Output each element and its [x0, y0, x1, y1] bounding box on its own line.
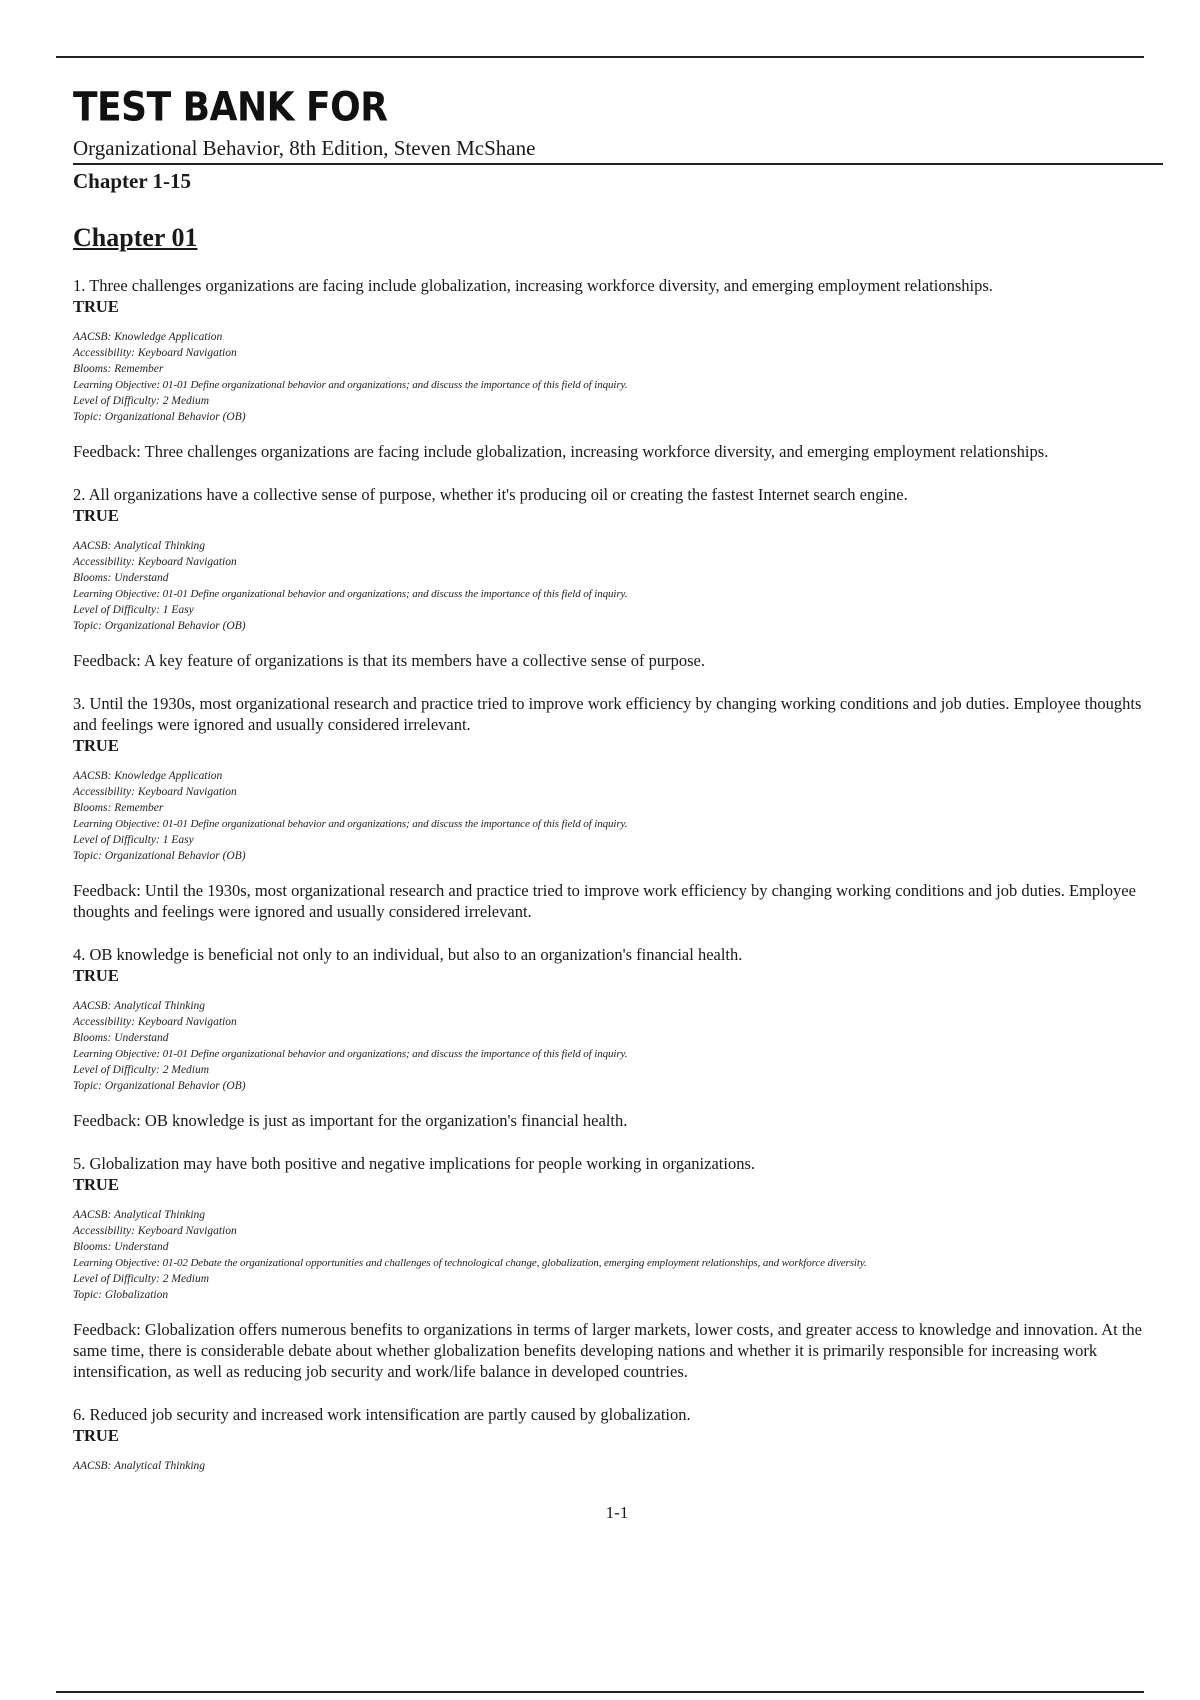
document-subtitle: Organizational Behavior, 8th Edition, Steven McShane [73, 136, 536, 160]
chapter-heading: Chapter 01 [73, 223, 198, 253]
question-metadata [73, 998, 1153, 1094]
metadata-line: Level of Difficulty: 2 Medium [73, 1064, 210, 1077]
metadata-line: Blooms: Remember [73, 802, 164, 815]
question-item [73, 1404, 1153, 1474]
chapter-range: Chapter 1-15 [73, 169, 192, 194]
question-item [73, 484, 1153, 671]
question-answer: TRUE [73, 966, 119, 986]
metadata-line: AACSB: Knowledge Application [73, 331, 223, 344]
metadata-line: Blooms: Understand [73, 572, 169, 585]
metadata-line: Learning Objective: 01-01 Define organizational behavior and organizations; and discuss the importance of this field of inquiry. [73, 818, 628, 831]
metadata-line: Learning Objective: 01-01 Define organizational behavior and organizations; and discuss the importance of this field of inquiry. [73, 1048, 628, 1061]
metadata-line: Learning Objective: 01-01 Define organizational behavior and organizations; and discuss the importance of this field of inquiry. [73, 379, 628, 392]
metadata-line: Learning Objective: 01-02 Debate the organizational opportunities and challenges of technological change, globalization, emerging employment relationships, and workforce diversity. [73, 1257, 867, 1270]
metadata-line: Blooms: Understand [73, 1241, 169, 1254]
metadata-line: AACSB: Analytical Thinking [73, 540, 206, 553]
metadata-line: Accessibility: Keyboard Navigation [73, 786, 237, 799]
question-answer: TRUE [73, 297, 119, 317]
document-title: TEST BANK FOR [73, 84, 388, 131]
question-metadata [73, 1207, 1153, 1303]
question-text: 4. OB knowledge is beneficial not only to an individual, but also to an organization's financial health. [73, 945, 743, 965]
top-rule [56, 56, 1144, 58]
metadata-line: Accessibility: Keyboard Navigation [73, 1016, 237, 1029]
question-text: 5. Globalization may have both positive and negative implications for people working in organizations. [73, 1154, 755, 1174]
metadata-line: Topic: Organizational Behavior (OB) [73, 620, 246, 633]
metadata-line: Level of Difficulty: 1 Easy [73, 834, 194, 847]
metadata-line: Accessibility: Keyboard Navigation [73, 1225, 237, 1238]
question-feedback: Feedback: A key feature of organizations is that its members have a collective sense of purpose. [73, 651, 705, 671]
metadata-line: AACSB: Knowledge Application [73, 770, 223, 783]
metadata-line: Level of Difficulty: 2 Medium [73, 1273, 210, 1286]
question-item [73, 275, 1153, 462]
question-text: 6. Reduced job security and increased work intensification are partly caused by globalization. [73, 1405, 691, 1425]
question-answer: TRUE [73, 1426, 119, 1446]
subtitle-rule [73, 163, 1163, 165]
question-metadata [73, 329, 1153, 425]
metadata-line: Topic: Organizational Behavior (OB) [73, 411, 246, 424]
metadata-line: Topic: Organizational Behavior (OB) [73, 1080, 246, 1093]
question-feedback: Feedback: Until the 1930s, most organizational research and practice tried to improve work efficiency by changing working conditions and job duties. Employee thoughts and feelings were ignored and usually considered irrelevant. [73, 881, 1136, 922]
question-feedback: Feedback: OB knowledge is just as important for the organization's financial health. [73, 1111, 628, 1131]
question-item [73, 693, 1153, 922]
page-number: 1-1 [605, 1503, 629, 1522]
bottom-rule [56, 1691, 1144, 1693]
question-text: 1. Three challenges organizations are facing include globalization, increasing workforce diversity, and emerging employment relationships. [73, 276, 993, 296]
question-metadata [73, 768, 1153, 864]
question-list [73, 275, 1153, 1474]
metadata-line: Blooms: Remember [73, 363, 164, 376]
document-body [73, 78, 1153, 1474]
question-text: 2. All organizations have a collective sense of purpose, whether it's producing oil or creating the fastest Internet search engine. [73, 485, 908, 505]
question-item [73, 1153, 1153, 1382]
question-text: 3. Until the 1930s, most organizational research and practice tried to improve work efficiency by changing working conditions and job duties. Employee thoughts and feelings were ignored and usually considered irrelevant. [73, 694, 1142, 735]
metadata-line: Blooms: Understand [73, 1032, 169, 1045]
question-metadata [73, 538, 1153, 634]
metadata-line: AACSB: Analytical Thinking [73, 1209, 206, 1222]
metadata-line: Accessibility: Keyboard Navigation [73, 556, 237, 569]
metadata-line: Level of Difficulty: 1 Easy [73, 604, 194, 617]
question-answer: TRUE [73, 1175, 119, 1195]
metadata-line: AACSB: Analytical Thinking [73, 1000, 206, 1013]
question-feedback: Feedback: Globalization offers numerous benefits to organizations in terms of larger markets, lower costs, and greater access to knowledge and innovation. At the same time, there is considerable debate about whether globalization benefits developing nations and whether it is primarily responsible for increasing work intensification, as well as reducing job security and work/life balance in developed countries. [73, 1320, 1142, 1382]
question-answer: TRUE [73, 506, 119, 526]
metadata-line: Learning Objective: 01-01 Define organizational behavior and organizations; and discuss the importance of this field of inquiry. [73, 588, 628, 601]
question-feedback: Feedback: Three challenges organizations are facing include globalization, increasing workforce diversity, and emerging employment relationships. [73, 442, 1049, 462]
metadata-line: Accessibility: Keyboard Navigation [73, 347, 237, 360]
metadata-line: AACSB: Analytical Thinking [73, 1460, 206, 1473]
metadata-line: Topic: Globalization [73, 1289, 169, 1302]
question-item [73, 944, 1153, 1131]
question-answer: TRUE [73, 736, 119, 756]
metadata-line: Topic: Organizational Behavior (OB) [73, 850, 246, 863]
metadata-line: Level of Difficulty: 2 Medium [73, 395, 210, 408]
question-metadata [73, 1458, 1153, 1474]
